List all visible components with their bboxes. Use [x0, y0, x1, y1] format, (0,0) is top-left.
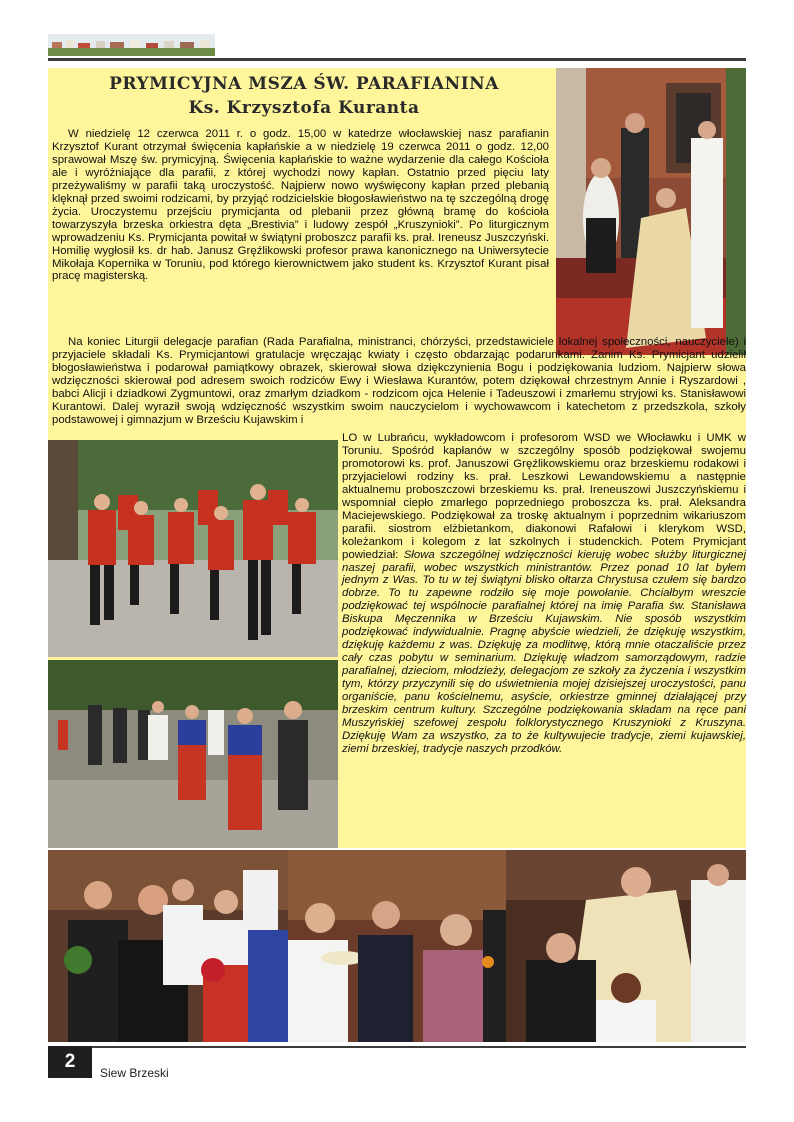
- paragraph-2-continued: [342, 432, 746, 756]
- header-banner-image: [48, 34, 215, 56]
- top-rule: [48, 58, 746, 61]
- photo-folk-ensemble: [48, 660, 338, 848]
- footer-rule: [48, 1046, 746, 1048]
- article-text-full-width: [52, 336, 746, 427]
- paragraph-2-text: LO w Lubrańcu, wykładowcom i profesorom WSD we Włocławku i UMK w Toruniu. Spośród kapłanów w szczególny sposób podziękował swojemu promotorowi ks. prof. Januszowi Gręźlikowskiemu oraz brzeskiemu rodakowi i przyjacielowi rodziny ks. prał. Leszkowi Lewandowskiemu a następnie aktualnemu proboszczowi brzeskiemu ks. prał. Ireneuszowi Juszczyńskiemu i wspomniał ciepło zmarłego poprzedniego proboszcza ks. prał. Aleksandra Maciejewskiego. Podziękował za troskę aktualnym i poprzednim wikariuszom parafii. siostrom elżbietankom, diakonowi Rafałowi i klerykom WSD, koleżankom i kolegom z lat szkolnych i studenckich. Potem Prymicjant powiedział:: [342, 432, 746, 561]
- article-subtitle: Ks. Krzysztofa Kuranta: [188, 98, 420, 118]
- photo-congregation: [288, 850, 506, 1042]
- paragraph-1: W niedzielę 12 czerwca 2011 r. o godz. 15,00 w katedrze włocławskiej nasz parafianin Krzysztof Kurant otrzymał święcenia kapłańskie a w niedzielę 19 czerwca 2011 o godz. 12,00 sprawował Mszę św. prymicyjną. Święcenia kapłańskie to ważne wydarzenie dla całego Kościoła ale i wyróżniające dla parafii, z której wychodzi nowy kapłan. Ostatnio przed pięciu laty przeżywaliśmy w parafii taką uroczystość. Najpierw nowo wyświęcony kapłan przed plebanią klęknął przed swoimi rodzicami, by przyjąć rodzicielskie błogosławieństwo na tę szczególną drogę życia. Uroczystemu przejściu prymicjanta od plebanii przez główną bramę do kościoła towarzyszyła brzeska orkiestra dęta „Brestivia” i ludowy zespół „Kruszynioki”. Po liturgicznym wprowadzeniu Ks. Prymicjanta powitał w świątyni proboszcz parafii ks. prał. Ireneusz Juszczyński. Homilię wygłosił ks. dr hab. Janusz Gręźlikowski profesor prawa kanonicznego na Uniwersytecie Mikołaja Kopernika w Toruniu, pod którego kierownictwem jako student ks. Krzysztof Kurant pisał pracę magisterską.: [52, 128, 549, 283]
- paragraph-2: Na koniec Liturgii delegacje parafian (Rada Parafialna, ministranci, chórzyści, przedstawiciele lokalnej społeczności, nauczyciele) i przyjaciele składali Ks. Prymicjantowi gratulacje wręczając kwiaty i często obdarzając podarunkami. Zanim Ks. Prymicjant udzielił błogosławieństwa i podarował pamiątkowy obrazek, skierował słowa dziękczynienia Bogu i podziękowania ludziom. Najpierw słowa wdzięczności skierował pod adresem swoich rodziców Ewy i Wiesława Kurantów, potem dziękował chrzestnym Annie i Ryszardowi , babci Alicji i dziadkowi Zygmuntowi, oraz zmarłym dziadkom - rodzicom ojca Helenie i Tadeuszowi i zmarłemu stryjowi ks. Stanisławowi Kurantowi. Dalej wyraził swoją wdzięczność wszystkim swoim nauczycielom i wychowawcom i katechetom z przedszkola, szkoły podstawowej i gimnazjum w Brześciu Kujawskim i: [52, 336, 746, 426]
- photo-brass-band: [48, 440, 338, 657]
- page-number: 2: [48, 1046, 92, 1078]
- photo-blessing: [556, 68, 746, 355]
- photo-flowers-gift: [48, 850, 288, 1042]
- publication-name: Siew Brzeski: [100, 1066, 169, 1080]
- quote-text: Słowa szczególnej wdzięczności kieruję wobec służby liturgicznej naszej parafii, wobec wszystkich ministrantów. Przez ponad 10 lat byłem jednym z Was. To tu w tej świątyni blisko ołtarza Chrystusa czułem się bardzo dobrze. To tu zapewne rodziło się moje powołanie. Chciałbym wreszcie podziękować tej wspólnocie parafialnej której na imię Parafia św. Stanisława Biskupa Męczennika w Brześciu Kujawskim. Nie sposób wszystkim podziękować indywidualnie. Pragnę abyście wiedzieli, że dziękuję wszystkim, dziękuję każdemu z was. Dziękuję za modlitwę, którą mnie otaczaliście przez cały czas pobytu w seminarium. Dziękuję władzom samorządowym, radzie parafialnej, dzieciom, młodzieży, delegacjom ze szkoły za życzenia i wszystkim tym, którzy przyczynili się do uświetnienia mojej dzisiejszej uroczystości, panu organiście, panu kościelnemu, asyście, orkiestrze gminnej działającej przy brzeskim centrum kultury. Szczególne podziękowania składam na ręce pani Muszyńskiej szefowej zespołu folklorystycznego Kruszynioki z Kruszyna. Dziękuję Wam za wszystko, za to że kultywujecie tradycje, ziemi kujawskiej, ziemi brzeskiej, tradycje naszych przodków.: [342, 548, 746, 755]
- article-text-column-1: [52, 128, 549, 283]
- article-title: PRYMICYJNA MSZA ŚW. PARAFIANINA: [109, 74, 499, 94]
- article-text-column-2: [342, 432, 746, 756]
- photo-laying-hands: [506, 850, 746, 1042]
